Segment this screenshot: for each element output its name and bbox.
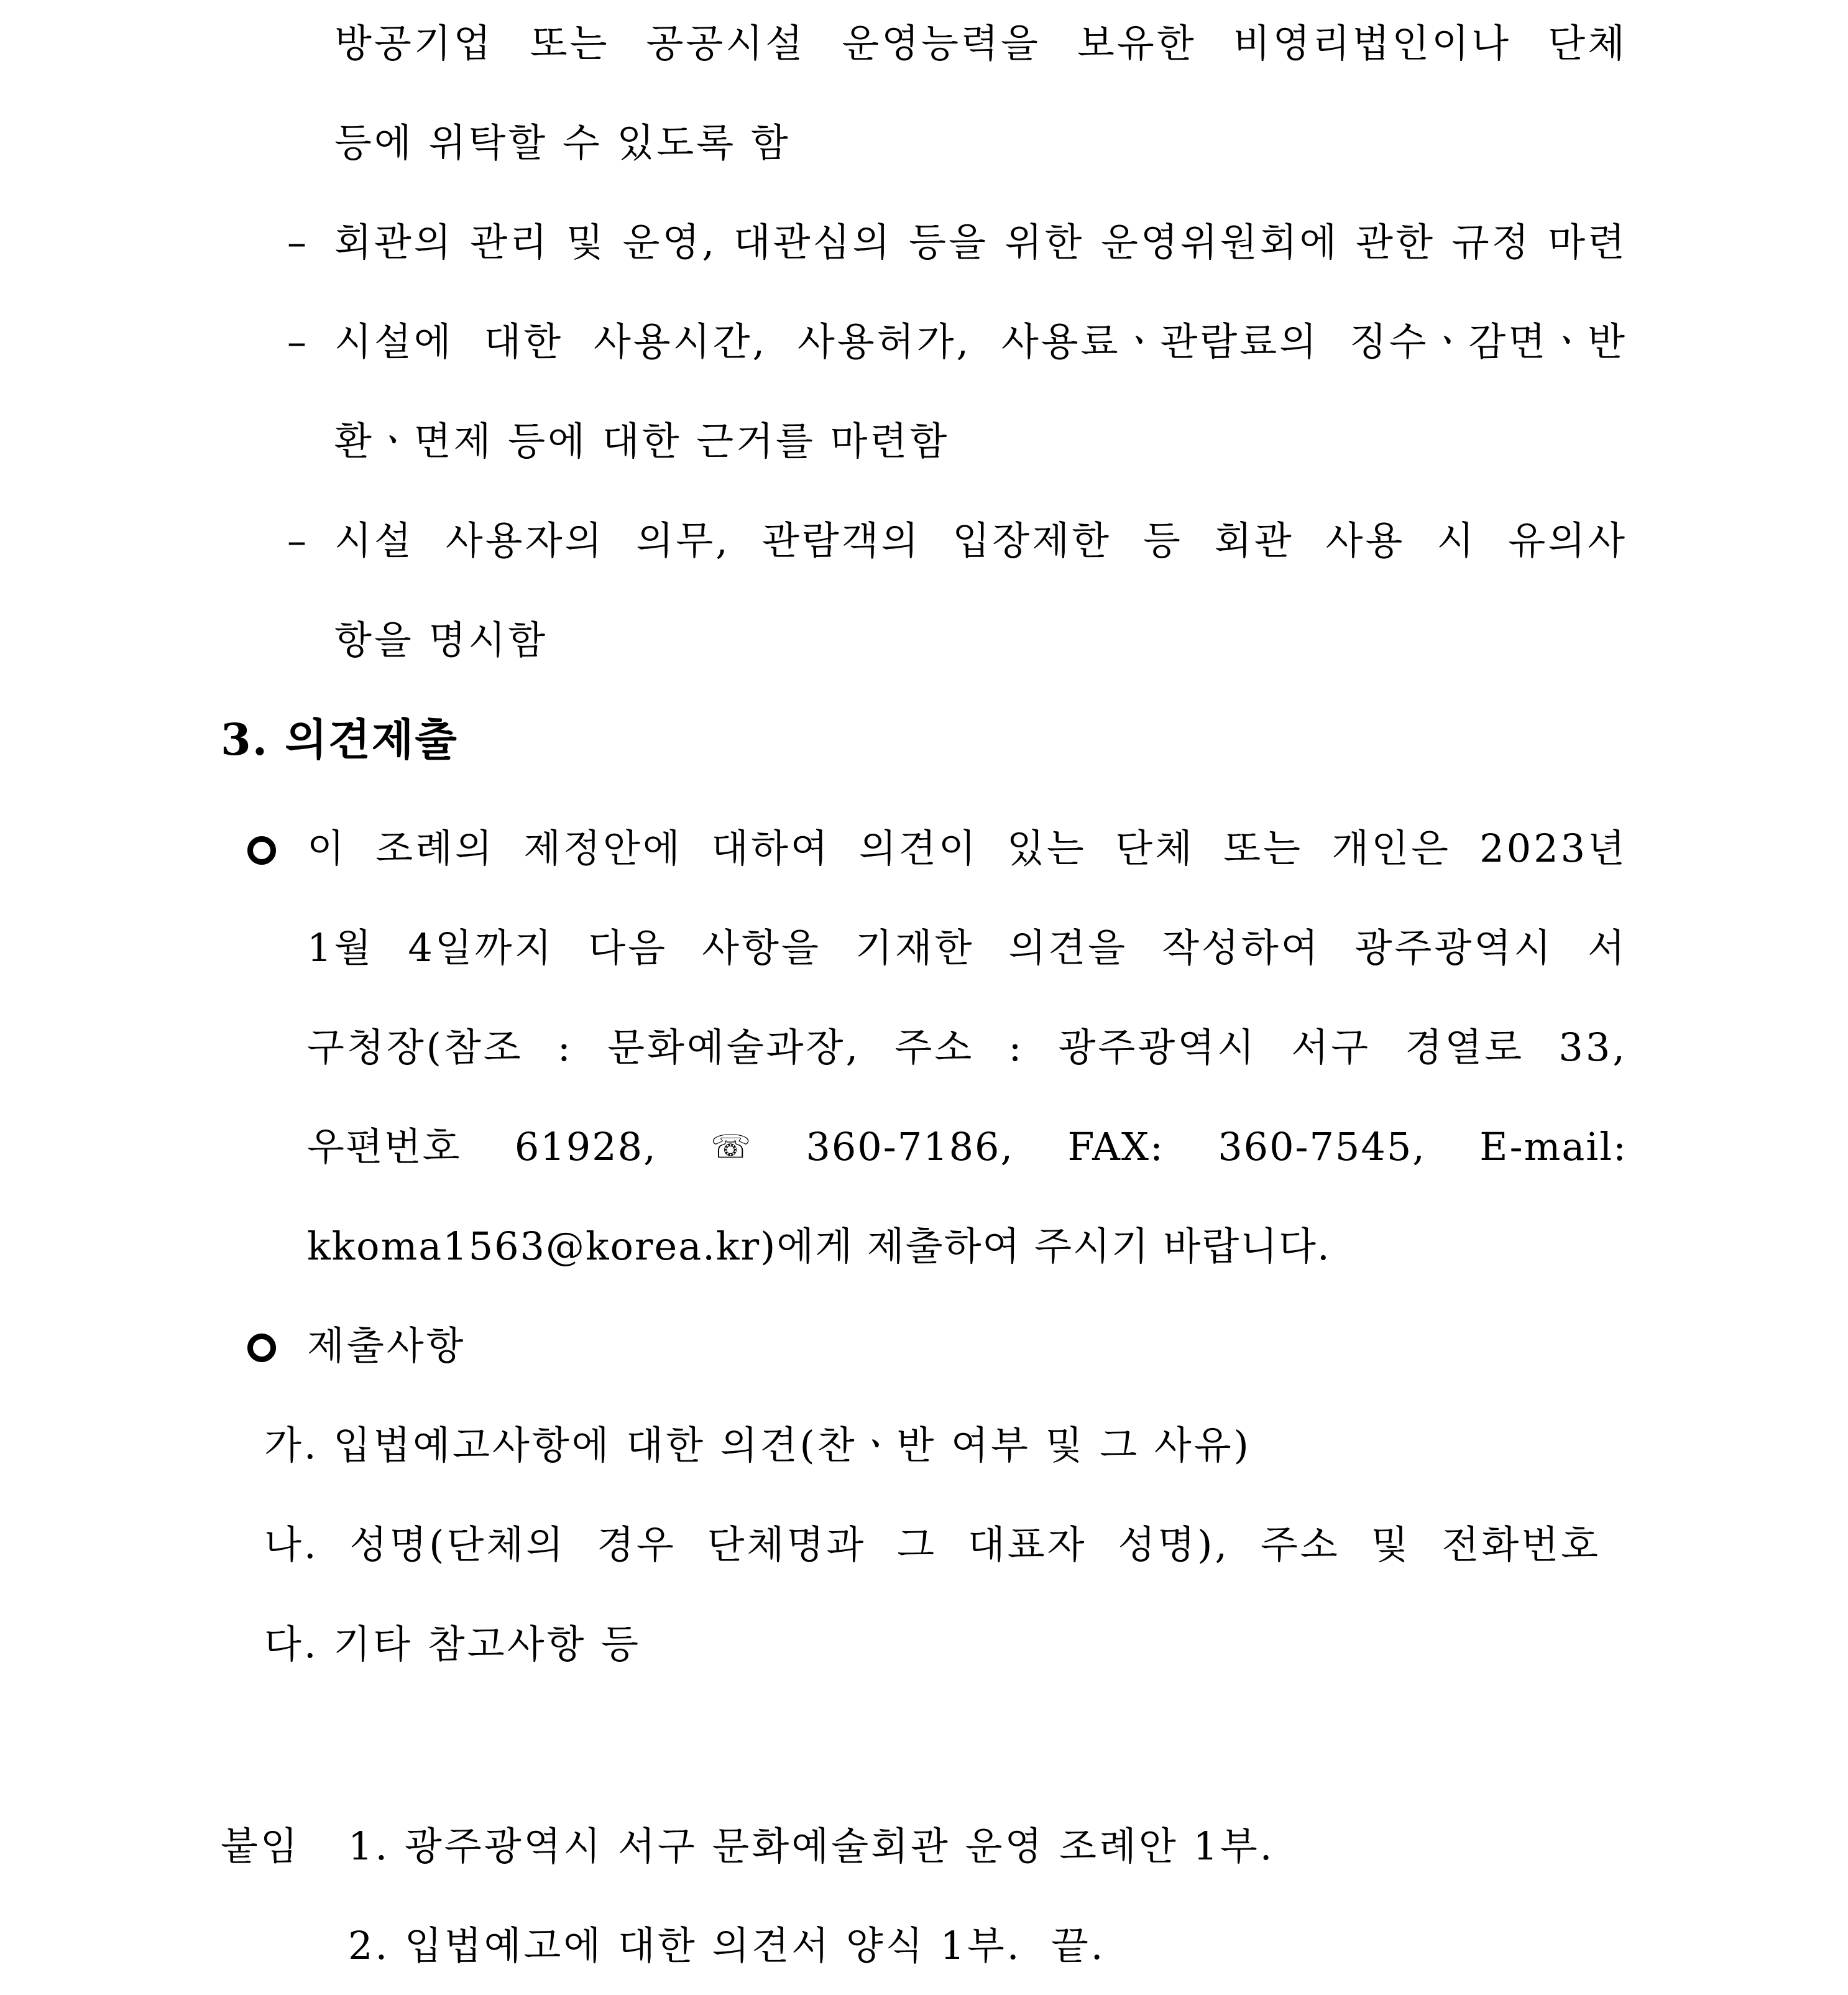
dash-item-3-line-1: 시설 사용자의 의무, 관람객의 입장제한 등 회관 사용 시 유의사 bbox=[334, 518, 1627, 563]
opinion-line-2: 1월 4일까지 다음 사항을 기재한 의견을 작성하여 광주광역시 서 bbox=[307, 925, 1627, 970]
attachment-label: 붙임 bbox=[221, 1823, 300, 1869]
submission-items-title: 제출사항 bbox=[307, 1323, 466, 1368]
email-label: E-mail: bbox=[1479, 1124, 1627, 1169]
attachment-item-2: 2. 입법예고에 대한 의견서 양식 1부. 끝. bbox=[348, 1923, 1106, 1968]
opinion-line-1: 이 조례의 제정안에 대하여 의견이 있는 단체 또는 개인은 2023년 bbox=[307, 826, 1627, 871]
phone-number: 360-7186, bbox=[806, 1124, 1014, 1169]
dash-marker: – bbox=[287, 518, 306, 563]
dash-item-2-line-2: 환ㆍ면제 등에 대한 근거를 마련함 bbox=[334, 418, 950, 464]
dash-item-1-line-1: 회관의 관리 및 운영, 대관심의 등을 위한 운영위원회에 관한 규정 마련 bbox=[334, 219, 1627, 265]
submission-item-na: 나. 성명(단체의 경우 단체명과 그 대표자 성명), 주소 및 전화번호 bbox=[264, 1522, 1601, 1567]
contact-line bbox=[307, 1122, 1627, 1172]
opinion-last-line: kkoma1563@korea.kr)에게 제출하여 주시기 바랍니다. bbox=[307, 1223, 1331, 1269]
zip-code: 61928, bbox=[514, 1124, 657, 1169]
submission-item-da: 다. 기타 참고사항 등 bbox=[264, 1621, 641, 1667]
circle-bullet-icon bbox=[247, 836, 276, 865]
dash-marker: – bbox=[287, 319, 306, 364]
continuation-line-1: 방공기업 또는 공공시설 운영능력을 보유한 비영리법인이나 단체 bbox=[334, 21, 1627, 66]
dash-item-3-line-2: 항을 명시함 bbox=[334, 617, 548, 663]
fax-number: 360-7545, bbox=[1218, 1124, 1426, 1169]
continuation-line-2: 등에 위탁할 수 있도록 함 bbox=[334, 120, 791, 165]
telephone-icon: ☏ bbox=[710, 1128, 753, 1166]
zip-label: 우편번호 bbox=[307, 1124, 461, 1169]
opinion-line-3: 구청장(참조 : 문화예술과장, 주소 : 광주광역시 서구 경열로 33, bbox=[307, 1025, 1627, 1070]
circle-bullet-icon bbox=[247, 1334, 276, 1362]
dash-item-2-line-1: 시설에 대한 사용시간, 사용허가, 사용료ㆍ관람료의 징수ㆍ감면ㆍ반 bbox=[334, 319, 1627, 364]
dash-marker: – bbox=[287, 219, 306, 265]
attachment-item-1: 1. 광주광역시 서구 문화예술회관 운영 조례안 1부. bbox=[348, 1823, 1275, 1869]
section-heading: 3. 의견제출 bbox=[221, 714, 458, 765]
submission-item-ga: 가. 입법예고사항에 대한 의견(찬ㆍ반 여부 및 그 사유) bbox=[264, 1422, 1251, 1468]
fax-label: FAX: bbox=[1067, 1124, 1164, 1169]
